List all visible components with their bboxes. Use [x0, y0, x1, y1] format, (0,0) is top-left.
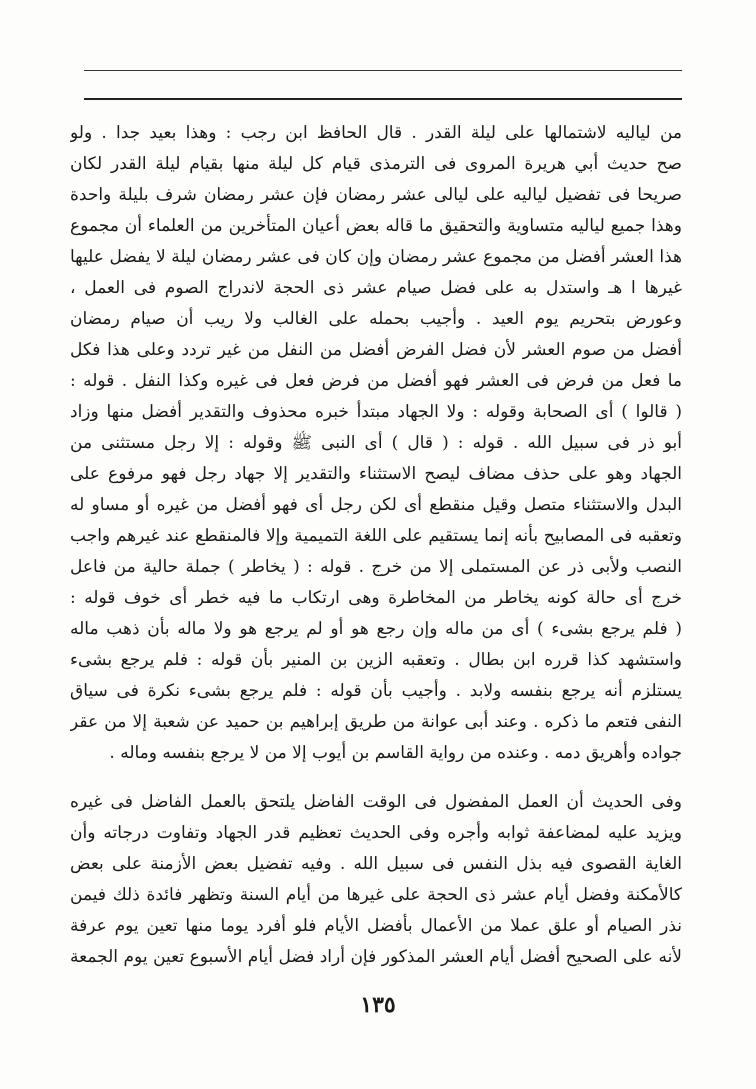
text-line: وعورض بتحريم يوم العيد . وأجيب بحمله على الغالب ولا ريب أن صيام رمضان [70, 309, 682, 329]
text-line: الجهاد وهو على حذف مضاف ليصح الاستثناء والتقدير إلا جهاد رجل فهو مرفوع على [70, 464, 682, 484]
text-line: واستشهد كذا قرره ابن بطال . وتعقبه الزين بن المنير بأن قوله : فلم يرجع بشىء [70, 650, 682, 670]
text-line: أبو ذر فى سبيل الله . قوله : ( قال ) أى النبى ﷺ وقوله : إلا رجل مستثنى من [70, 433, 682, 453]
text-line: صريحا فى تفضيل لياليه على ليالى عشر رمضان فإن عشر رمضان شرف بليلة واحدة [70, 185, 682, 205]
text-line: غيرها ا هـ واستدل به على فضل صيام عشر ذى الحجة لاندراج الصوم فى العمل ، [70, 278, 682, 298]
text-line: وفى الحديث أن العمل المفضول فى الوقت الفاضل يلتحق بالعمل الفاضل فى غيره [70, 792, 682, 812]
paragraph-gap [70, 769, 682, 787]
header-rule-thin [84, 70, 682, 71]
paragraph-1 [70, 118, 682, 769]
text-line: وهذا جميع لياليه متساوية والتحقيق ما قاله بعض أعيان المتأخرين من العلماء أن مجموع [70, 216, 682, 236]
text-line: ( قالوا ) أى الصحابة وقوله : ولا الجهاد مبتدأ خبره محذوف والتقدير أفضل منها وزاد [70, 402, 682, 422]
text-line: خرج أى حالة كونه يخاطر من المخاطرة وهى ارتكاب ما فيه خطر أى خوف قوله : [70, 588, 682, 608]
text-line: ما فعل من فرض فى العشر فهو أفضل من فرض فعل فى غيره وكذا النفل . قوله : [70, 371, 682, 391]
text-line: ( فلم يرجع بشىء ) أى من ماله وإن رجع هو أو لم يرجع هو ولا ماله بأن ذهب ماله [70, 619, 682, 639]
text-line: هذا العشر أفضل من مجموع عشر رمضان وإن كان فى عشر رمضان ليلة لا يفضل عليها [70, 247, 682, 267]
text-line: يستلزم أنه يرجع بنفسه ولابد . وأجيب بأن قوله : فلم يرجع بشىء نكرة فى سياق [70, 681, 682, 701]
body-text [70, 118, 682, 973]
text-line: النصب ولأبى ذر عن المستملى إلا من خرج . قوله : ( يخاطر ) جملة حالية من فاعل [70, 557, 682, 577]
text-line: وتعقبه فى المصابيح بأنه إنما يستقيم على اللغة التميمية وإلا فالمنقطع عند غيرهم واجب [70, 526, 682, 546]
text-line: جواده وأهريق دمه . وعنده من رواية القاسم بن أيوب إلا من لا يرجع بنفسه وماله . [109, 743, 682, 763]
text-line: أفضل من صوم العشر لأن فضل الفرض أفضل من النفل من غير تردد وعلى هذا فكل [70, 340, 682, 360]
paragraph-2 [70, 787, 682, 973]
text-line: ويزيد عليه لمضاعفة ثوابه وأجره وفى الحديث تعظيم قدر الجهاد وتفاوت درجاته وأن [70, 823, 682, 843]
text-line: صح حديث أبي هريرة المروى فى الترمذى قيام كل ليلة منها بقيام ليلة القدر لكان [70, 154, 682, 174]
text-line: لأنه على الصحيح أفضل أيام العشر المذكور فإن أراد فضل أيام الأسبوع تعين يوم الجمعة [70, 947, 682, 967]
text-line: النفى فتعم ما ذكره . وعند أبى عوانة من طريق إبراهيم بن حميد عن شعبة إلا من عقر [70, 712, 682, 732]
text-line: البدل والاستثناء متصل وقيل منقطع أى لكن رجل أى فهو أفضل من غيره أو مساو له [70, 495, 682, 515]
text-line: من لياليه لاشتمالها على ليلة القدر . قال الحافظ ابن رجب : وهذا بعيد جدا . ولو [70, 123, 682, 143]
text-line: كالأمكنة وفضل أيام عشر ذى الحجة على غيرها من أيام السنة وتظهر فائدة ذلك فيمن [70, 885, 682, 905]
text-line: الغاية القصوى فيه بذل النفس فى سبيل الله . وفيه تفضيل بعض الأزمنة على بعض [70, 854, 682, 874]
header-rule-thick [84, 98, 682, 100]
text-line: نذر الصيام أو علق عملا من الأعمال بأفضل الأيام فلو أفرد يوما منها تعين يوم عرفة [70, 916, 682, 936]
page-number: ١٣٥ [360, 992, 396, 1018]
